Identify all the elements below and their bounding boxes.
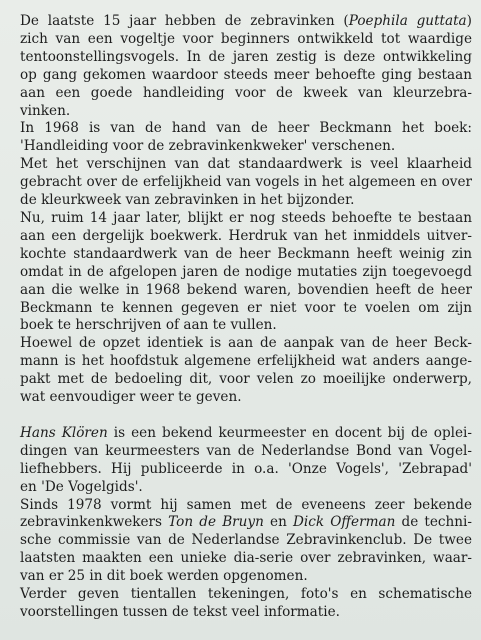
text-segment: ) (466, 13, 472, 29)
text-line (20, 67, 472, 85)
paragraph (20, 156, 472, 210)
italic-text: Ton de Bruyn (168, 514, 264, 531)
text-segment: Beckmann te kennen gegeven er niet voor te voelen om zijn (20, 299, 472, 316)
text-line (20, 228, 472, 246)
text-line (20, 389, 472, 407)
text-segment: Sinds 1978 vormt hij samen met de eveneens zeer bekende (20, 496, 472, 513)
text-line (20, 264, 472, 282)
text-line (20, 103, 472, 121)
text-segment: dingen van keurmeesters van de Nederlandse Bond van Vogel- (20, 442, 472, 459)
text-segment: en 'De Vogelgids'. (20, 478, 143, 495)
text-line (20, 443, 472, 461)
text-segment: mann is het hoofdstuk algemene erfelijkheid wat anders aange- (20, 353, 472, 370)
paragraph (20, 335, 472, 407)
text-segment: Verder geven tientallen tekeningen, foto's en schematische (20, 586, 472, 603)
text-segment: sche commissie van de Nederlandse Zebravinkenclub. De twee (20, 532, 472, 549)
paragraph (20, 586, 472, 622)
text-segment: op gang gekomen waardoor steeds meer behoefte ging bestaan (20, 66, 472, 83)
text-line (20, 479, 472, 497)
text-line (20, 210, 472, 228)
text-line (20, 246, 472, 264)
text-line (20, 317, 472, 335)
text-line (20, 138, 472, 156)
text-line (20, 192, 472, 210)
cover-text (20, 13, 472, 622)
text-line (20, 49, 472, 67)
text-line (20, 353, 472, 371)
italic-text: Poephila guttata (348, 13, 467, 29)
italic-text: Hans Klören (20, 424, 108, 441)
text-line (20, 85, 472, 103)
text-line (20, 497, 472, 515)
text-line (20, 13, 472, 31)
text-line (20, 586, 472, 604)
text-segment: liefhebbers. Hij publiceerde in o.a. 'Onze Vogels', 'Zebrapad' (20, 460, 472, 477)
text-segment: de kleurkweek van zebravinken in het bijzonder. (20, 192, 355, 209)
text-line (20, 31, 472, 49)
text-segment: voorstellingen tussen de tekst veel informatie. (20, 604, 340, 620)
text-segment: zebravinkenkwekers (20, 514, 169, 531)
text-line (20, 604, 472, 622)
text-line (20, 120, 472, 138)
italic-text: Dick Offerman (293, 514, 396, 531)
text-line (20, 335, 472, 353)
text-line (20, 174, 472, 192)
text-segment: van er 25 in dit boek werden opgenomen. (20, 568, 308, 585)
text-segment: In 1968 is van de hand van de heer Beckmann het boek: (20, 120, 472, 137)
text-segment: De laatste 15 jaar hebben de zebravinken ( (20, 13, 349, 29)
text-line (20, 532, 472, 550)
text-segment: is een bekend keurmeester en docent bij de oplei- (107, 424, 472, 441)
text-segment: zich van een vogeltje voor beginners ontwikkeld tot waardige (20, 30, 472, 47)
text-line (20, 514, 472, 532)
paragraph (20, 210, 472, 335)
text-segment: Nu, ruim 14 jaar later, blijkt er nog steeds behoefte te bestaan (20, 209, 472, 226)
text-line (20, 156, 472, 174)
text-segment: wat eenvoudiger weer te geven. (20, 389, 242, 406)
text-segment: gebracht over de erfelijkheid van vogels in het algemeen en over (20, 174, 472, 191)
section-spacer (20, 407, 472, 425)
text-segment: en (263, 514, 293, 531)
text-segment: aan een goede handleiding voor de kweek van kleurzebra- (20, 84, 472, 101)
text-segment: aan een dergelijk boekwerk. Herdruk van het inmiddels uitver- (20, 227, 472, 244)
text-segment: Hoewel de opzet identiek is aan de aanpak van de heer Beck- (20, 335, 472, 352)
text-segment: vinken. (20, 102, 71, 119)
text-segment: boek te herschrijven of aan te vullen. (20, 317, 277, 334)
text-line (20, 568, 472, 586)
text-segment: Met het verschijnen van dat standaardwerk is veel klaarheid (20, 156, 472, 173)
text-line (20, 461, 472, 479)
text-segment: aan die welke in 1968 bekend waren, bovendien heeft de heer (20, 281, 472, 298)
paragraph (20, 497, 472, 587)
paragraph (20, 120, 472, 156)
text-line (20, 550, 472, 568)
text-line (20, 425, 472, 443)
text-segment: omdat in de afgelopen jaren de nodige mutaties zijn toegevoegd (20, 263, 472, 280)
paragraph (20, 13, 472, 120)
text-segment: de techni- (395, 514, 472, 531)
text-line (20, 371, 472, 389)
text-line (20, 300, 472, 318)
text-segment: kochte standaardwerk van de heer Beckmann heeft weinig zin (20, 245, 472, 262)
text-segment: tentoonstellingsvogels. In de jaren zestig is deze ontwikkeling (20, 48, 472, 65)
text-segment: pakt met de bedoeling dit, voor velen zo moeilijke onderwerp, (20, 371, 472, 388)
text-segment: laatsten maakten een unieke dia-serie over zebravinken, waar- (20, 550, 472, 567)
paragraph (20, 425, 472, 497)
text-line (20, 282, 472, 300)
text-segment: 'Handleiding voor de zebravinkenkweker' verschenen. (20, 138, 396, 155)
